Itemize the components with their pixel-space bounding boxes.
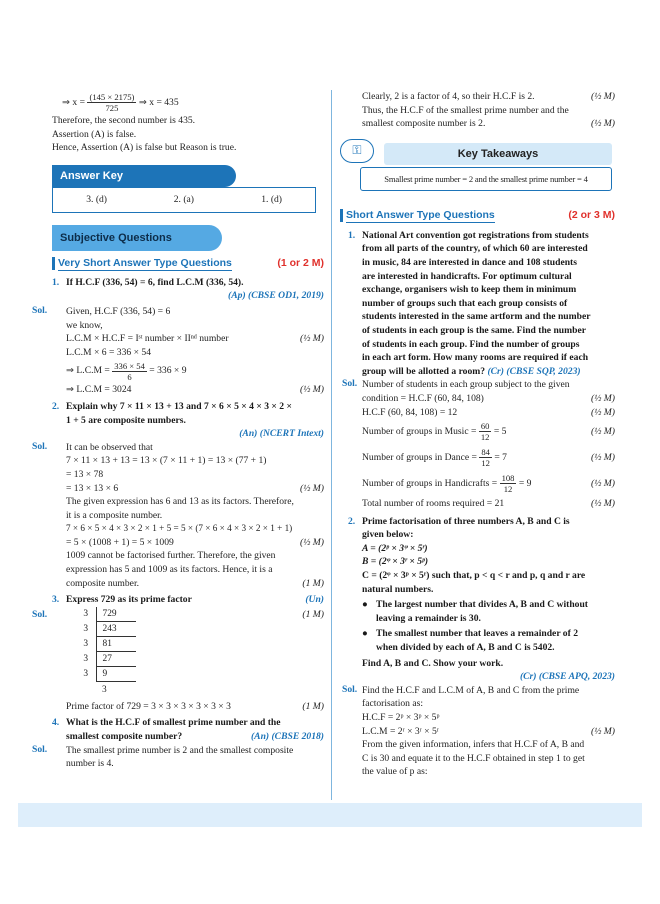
sol-line: 1009 cannot be factorised further. Therefore, the given (66, 550, 276, 562)
q-text: The smallest number that leaves a remainder of 2 (376, 628, 578, 640)
fraction-line (52, 92, 324, 114)
sol-label: Sol. (32, 743, 48, 755)
division-table (76, 607, 136, 697)
q-source: (Un) (305, 594, 324, 606)
divisor (76, 682, 96, 697)
sol-line: It can be observed that (66, 441, 153, 453)
denominator: 12 (503, 484, 513, 495)
sol-line: L.C.M = 2ʳ × 3ʳ × 5ʳ (362, 725, 439, 737)
division-row (76, 667, 136, 682)
sol-label: Sol. (342, 378, 358, 390)
marks: (½ M) (591, 725, 615, 737)
fraction-line (362, 471, 615, 497)
denominator: 12 (481, 458, 490, 469)
kt-text: Smallest prime number = 2 and the smallest prime number = 4 (360, 167, 612, 191)
fraction (479, 421, 492, 442)
sol-line: ⇒ L.C.M = 3024 (66, 384, 132, 396)
dividend: 729 (96, 607, 136, 622)
sol-line: L.C.M × H.C.F = Iˢᵗ number × IIⁿᵈ number (66, 333, 229, 345)
q-source: (Cr) (CBSE APQ, 2023) (519, 671, 615, 683)
sol-line: L.C.M × 6 = 336 × 54 (66, 346, 151, 358)
sol-line: = 13 × 13 × 6 (66, 482, 119, 494)
fraction (500, 473, 517, 494)
question-r1 (340, 229, 615, 379)
sol-line: condition = H.C.F (60, 84, 108) (362, 392, 484, 404)
sol-line-row (52, 577, 324, 591)
frac-post: = 9 (518, 478, 532, 490)
marks: (½ M) (591, 91, 615, 102)
q-text: C = (2ᵠ × 3ᵖ × 5ʳ) such that, p < q < r and p, q and r are (362, 570, 586, 582)
right-column (340, 90, 615, 779)
division-row (76, 682, 136, 697)
answer-key-title: Answer Key (52, 165, 236, 187)
solution-2 (32, 440, 324, 591)
dividend: 243 (96, 622, 136, 637)
sol-line: Number of students in each group subject to the given (362, 379, 570, 391)
marks: (½ M) (300, 384, 324, 396)
sol-line: Thus, the H.C.F of the smallest prime number and the (362, 104, 569, 116)
q-text: What is the H.C.F of smallest prime number and the (66, 717, 281, 729)
divisor: 3 (76, 652, 96, 667)
answer-item: 1. (d) (260, 194, 282, 206)
sol-label: Sol. (32, 440, 48, 452)
vsat-header (52, 257, 324, 274)
q-number: 1. (52, 276, 60, 288)
bullet-icon: ● (362, 599, 368, 611)
q-number: 4. (52, 717, 60, 729)
sol-line: composite number. (66, 577, 140, 589)
sol-line-row (340, 117, 615, 131)
fraction-line (52, 359, 324, 383)
subjective-header: Subjective Questions (52, 225, 222, 251)
sol-line: factorisation as: (362, 698, 424, 710)
sol-line-row (52, 536, 324, 550)
bullet-icon: ● (362, 628, 368, 640)
q-text: B = (2ᵠ × 3ʳ × 5ᵖ) (362, 556, 429, 568)
sol-line: H.C.F (60, 84, 108) = 12 (362, 406, 458, 418)
fraction (112, 361, 147, 382)
q-text: of students in each group is the same. Find the number (362, 324, 586, 336)
fraction-line (362, 445, 615, 471)
q-text: students interested in the same artform and the number (362, 311, 591, 323)
numerator: 108 (501, 473, 515, 484)
question-3 (52, 593, 324, 607)
marks: (1 M) (302, 700, 324, 712)
dividend: 9 (96, 667, 136, 682)
frac-post: = 5 (493, 426, 507, 438)
footer-bar (18, 803, 642, 827)
q-text: of students in each group. Find the number of groups (362, 338, 580, 350)
dividend: 81 (96, 637, 136, 652)
frac-pre: Number of groups in Handicrafts = (362, 478, 498, 490)
marks: (½ M) (300, 482, 324, 494)
sol-line: Total number of rooms required = 21 (362, 498, 505, 510)
sol-line: smallest composite number is 2. (362, 118, 486, 130)
divisor: 3 (76, 637, 96, 652)
sol-line: we know, (66, 319, 103, 331)
sol-label: Sol. (32, 608, 48, 620)
answer-key-box (52, 187, 316, 213)
frac-post: = 336 × 9 (149, 365, 187, 377)
q-text: in music, 84 are interested in dance and 108 students (362, 256, 577, 268)
q-number: 3. (52, 594, 60, 606)
numerator: 84 (481, 447, 490, 458)
q-text: Find A, B and C. Show your work. (362, 657, 504, 669)
sol-line: C is 30 and equate it to the H.C.F obtained in step 1 to get (362, 752, 585, 764)
text-line: Hence, Assertion (A) is false but Reason is true. (52, 142, 237, 154)
left-column (32, 92, 324, 771)
numerator: 60 (480, 421, 490, 432)
q-text: group will be allotted a room? (362, 365, 486, 377)
solution-3 (32, 607, 324, 714)
q-text: exchange, organisers wish to keep them in minimum (362, 284, 577, 296)
divisor: 3 (76, 607, 96, 622)
vsat-title: Very Short Answer Type Questions (58, 257, 232, 270)
sol-line: Clearly, 2 is a factor of 4, so their H.C.F is 2. (362, 91, 535, 102)
marks: (½ M) (591, 498, 615, 510)
answer-key (0, 165, 330, 213)
solution-r1 (340, 378, 615, 510)
q-text: natural numbers. (362, 583, 434, 595)
sol-line: = 13 × 78 (66, 468, 104, 480)
marks: (1 M) (302, 608, 324, 620)
sol-line-row (340, 90, 615, 104)
sol-line-row (52, 332, 324, 346)
sol-line-row (52, 482, 324, 496)
sol-line-row (362, 725, 615, 739)
frac-pre: Number of groups in Music = (362, 426, 477, 438)
dividend: 27 (96, 652, 136, 667)
question-1 (52, 276, 324, 290)
marks: (½ M) (591, 478, 615, 490)
column-divider (331, 90, 332, 800)
q-text: National Art convention got registrations from students (362, 229, 589, 241)
frac-post: ⇒ x = 435 (138, 97, 179, 108)
question-r2 (340, 515, 615, 671)
answer-item: 3. (d) (86, 194, 108, 206)
q-source: (Cr) (CBSE SQP, 2023) (487, 365, 581, 377)
division-row (76, 622, 136, 637)
denominator: 12 (480, 432, 490, 443)
sol-line-row (52, 700, 324, 714)
sol-label: Sol. (342, 683, 358, 695)
dividend: 3 (102, 684, 107, 695)
frac-pre: ⇒ L.C.M = (66, 365, 110, 377)
numerator: (145 × 2175) (89, 92, 135, 103)
sol-line-row (362, 497, 615, 511)
sol-line: From the given information, infers that H.C.F of A, B and (362, 739, 585, 751)
sol-line: 7 × 6 × 5 × 4 × 3 × 2 × 1 + 5 = 5 × (7 × 6 × 4 × 3 × 2 × 1 + 1) (66, 523, 293, 534)
sol-line: the value of p as: (362, 766, 428, 778)
sol-line: Find the H.C.F and L.C.M of A, B and C from the prime (362, 684, 580, 696)
solution-4 (32, 743, 324, 771)
sol-line: Prime factor of 729 = 3 × 3 × 3 × 3 × 3 × 3 (66, 700, 231, 712)
q-number: 2. (348, 515, 356, 527)
q-text: Express 729 as its prime factor (66, 594, 192, 606)
sol-line: = 5 × (1008 + 1) = 5 × 1009 (66, 536, 174, 548)
solution-r2 (340, 684, 615, 779)
q-text: from all parts of the country, of which 60 are interested (362, 243, 588, 255)
denominator: 725 (105, 103, 119, 114)
sol-line: H.C.F = 2ᵖ × 3ᵖ × 5ᵖ (362, 712, 440, 723)
sol-line: Given, H.C.F (336, 54) = 6 (66, 305, 171, 317)
division-row (76, 607, 136, 622)
sol-line: The given expression has 6 and 13 as its factors. Therefore, (66, 496, 294, 508)
q-source: (An) (NCERT Intext) (239, 428, 324, 440)
q-text: Prime factorisation of three numbers A, B and C is (362, 515, 570, 527)
q-text: 1 + 5 are composite numbers. (66, 414, 186, 426)
sol-label: Sol. (32, 304, 48, 316)
marks: (½ M) (591, 406, 615, 418)
sol-line-row (362, 392, 615, 406)
text-line: Therefore, the second number is 435. (52, 115, 196, 126)
sol-line: it is a composite number. (66, 509, 163, 521)
sol-line-row (52, 383, 324, 397)
sol-line: The smallest prime number is 2 and the smallest composite (66, 744, 294, 756)
marks: (½ M) (591, 452, 615, 464)
marks: (½ M) (300, 333, 324, 345)
divisor: 3 (76, 667, 96, 682)
q-text: given below: (362, 529, 414, 541)
fraction (479, 447, 492, 468)
q-text: smallest composite number? (66, 731, 183, 743)
fraction-line (362, 419, 615, 445)
q-text: The largest number that divides A, B and C without (376, 599, 588, 611)
answer-item: 2. (a) (173, 194, 195, 206)
q-source: (An) (CBSE 2018) (250, 731, 324, 743)
division-row (76, 637, 136, 652)
marks: (½ M) (300, 536, 324, 548)
sol-line: number is 4. (66, 758, 114, 770)
division-row (76, 652, 136, 667)
marks: (1 M) (302, 577, 324, 589)
marks: (½ M) (591, 118, 615, 130)
kt-title: Key Takeaways (384, 143, 612, 165)
q-text: in each art form. How many rooms are required if each (362, 352, 589, 364)
key-icon: ⚿ (340, 139, 374, 163)
q-number: 1. (348, 229, 356, 241)
frac-post: = 7 (494, 452, 507, 464)
q-text: when divided by each of A, B and C is 5402. (376, 642, 555, 654)
q-text: are interested in handicrafts. For optimum cultural (362, 270, 572, 282)
q-source: (Ap) (CBSE OD1, 2019) (228, 290, 324, 302)
q-number: 2. (52, 400, 60, 412)
question-4 (52, 716, 324, 743)
frac-pre: Number of groups in Dance = (362, 452, 477, 464)
q-text: A = (2ᵖ × 3ᵠ × 5ʳ) (362, 542, 428, 554)
q-text: If H.C.F (336, 54) = 6, find L.C.M (336, 54). (66, 276, 244, 288)
sol-line: expression has 5 and 1009 as its factors. Hence, it is a (66, 564, 273, 576)
sat-header (340, 209, 615, 226)
vsat-marks: (1 or 2 M) (277, 256, 324, 269)
q-text: leaving a remainder is 30. (376, 612, 481, 624)
fraction (87, 92, 136, 113)
denominator: 6 (127, 371, 132, 382)
sat-title: Short Answer Type Questions (346, 209, 495, 222)
question-2 (52, 400, 324, 427)
sat-marks: (2 or 3 M) (568, 208, 615, 221)
q-text: number of groups such that each group consists of (362, 297, 568, 309)
frac-pre: ⇒ x = (62, 97, 86, 108)
sol-line: 7 × 11 × 13 + 13 = 13 × (7 × 11 + 1) = 13 × (77 + 1) (66, 455, 267, 467)
q-text: Explain why 7 × 11 × 13 + 13 and 7 × 6 × 5 × 4 × 3 × 2 × (66, 400, 292, 412)
numerator: 336 × 54 (114, 360, 145, 371)
marks: (½ M) (591, 392, 615, 404)
solution-1 (32, 304, 324, 397)
text-line: Assertion (A) is false. (52, 128, 137, 140)
sol-line-row (362, 406, 615, 420)
marks: (½ M) (591, 426, 615, 438)
key-takeaways (352, 139, 612, 201)
divisor: 3 (76, 622, 96, 637)
